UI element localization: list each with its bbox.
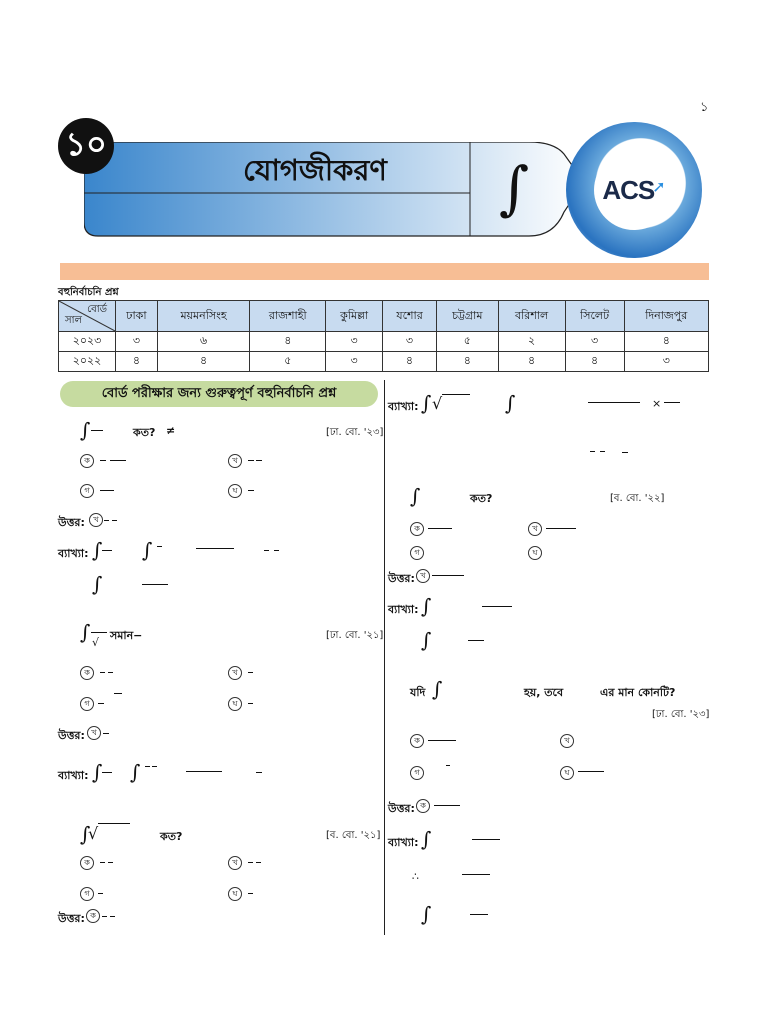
explanation-label: ব্যাখ্যা: bbox=[388, 400, 419, 413]
answer-marker bbox=[416, 569, 434, 583]
fraction-bar bbox=[196, 548, 234, 549]
option-marker: খ bbox=[560, 734, 574, 748]
fraction-bar bbox=[664, 402, 680, 403]
question-text: কত? bbox=[160, 830, 183, 843]
count-cell: ৬ bbox=[157, 332, 250, 352]
option-d[interactable] bbox=[528, 546, 546, 560]
count-cell: ৫ bbox=[250, 352, 326, 372]
count-cell: ৪ bbox=[565, 352, 624, 372]
question-text: হয়, তবে bbox=[524, 686, 564, 699]
option-marker: খ bbox=[228, 666, 242, 680]
acs-logo bbox=[594, 150, 674, 230]
math-dash bbox=[256, 862, 261, 863]
table-corner-cell bbox=[59, 301, 116, 332]
section-label: বহুনির্বাচনি প্রশ্ন bbox=[58, 287, 119, 298]
math-dash bbox=[248, 490, 254, 491]
option-marker: গ bbox=[80, 887, 94, 901]
fraction-bar bbox=[91, 632, 107, 633]
fraction-bar bbox=[100, 490, 114, 491]
col-header: বরিশাল bbox=[498, 301, 565, 332]
count-cell: ৩ bbox=[624, 352, 708, 372]
math-dash bbox=[446, 765, 450, 766]
option-c[interactable] bbox=[410, 766, 428, 780]
col-header: কুমিল্লা bbox=[326, 301, 383, 332]
math-dash bbox=[103, 733, 109, 734]
math-dash bbox=[110, 916, 115, 917]
logo-text: ACS bbox=[602, 174, 655, 205]
count-cell: ৫ bbox=[436, 332, 498, 352]
option-marker: ক bbox=[80, 856, 94, 870]
math-dash bbox=[157, 546, 162, 547]
arrow-up-right-icon: ➚ bbox=[652, 176, 666, 196]
therefore-symbol: ∴ bbox=[412, 870, 419, 883]
math-dash bbox=[274, 550, 279, 551]
math-dash bbox=[600, 451, 605, 452]
count-cell: ৩ bbox=[326, 332, 383, 352]
integral-icon: ∫ bbox=[421, 827, 432, 851]
fraction-bar bbox=[546, 528, 576, 529]
col-header: রাজশাহী bbox=[250, 301, 326, 332]
option-marker: গ bbox=[80, 484, 94, 498]
integral-icon: ∫ bbox=[80, 822, 91, 846]
option-c[interactable] bbox=[80, 697, 98, 711]
col-header: ময়মনসিংহ bbox=[157, 301, 250, 332]
fraction-bar bbox=[588, 402, 640, 403]
option-marker: ঘ bbox=[560, 766, 574, 780]
sqrt-bar bbox=[98, 823, 130, 824]
math-dash bbox=[256, 772, 262, 773]
integral-icon: ∫ bbox=[498, 154, 530, 222]
math-dash bbox=[622, 452, 628, 453]
answer-label: উত্তর: bbox=[58, 729, 85, 742]
integral-icon: ∫ bbox=[421, 391, 432, 415]
option-marker: ক bbox=[416, 799, 430, 813]
fraction-bar bbox=[102, 550, 112, 551]
count-cell: ৪ bbox=[436, 352, 498, 372]
answer-label: উত্তর: bbox=[58, 516, 85, 529]
chapter-number-badge: ১০ bbox=[58, 118, 114, 174]
col-header: সিলেট bbox=[565, 301, 624, 332]
math-dash bbox=[100, 672, 105, 673]
option-marker: ক bbox=[86, 909, 100, 923]
divider-bar bbox=[60, 263, 709, 280]
explanation-label: ব্যাখ্যা: bbox=[58, 769, 89, 782]
integral-icon: ∫ bbox=[80, 620, 91, 644]
math-dash bbox=[108, 672, 113, 673]
integral-icon: ∫ bbox=[432, 677, 443, 701]
sqrt-bar bbox=[442, 394, 470, 395]
not-equal-symbol: ≠ bbox=[166, 424, 176, 437]
explanation-label: ব্যাখ্যা: bbox=[58, 547, 89, 560]
option-a[interactable] bbox=[410, 522, 428, 536]
option-d[interactable] bbox=[228, 697, 246, 711]
col-header: যশোর bbox=[383, 301, 437, 332]
question-text: কত? bbox=[470, 492, 493, 505]
count-cell: ৪ bbox=[116, 352, 158, 372]
count-cell: ৪ bbox=[624, 332, 708, 352]
option-d[interactable] bbox=[228, 484, 246, 498]
option-marker: খ bbox=[87, 726, 101, 740]
count-cell: ২ bbox=[498, 332, 565, 352]
math-dash bbox=[248, 862, 253, 863]
board-question-table bbox=[58, 300, 709, 372]
math-dash bbox=[264, 550, 269, 551]
option-marker: ঘ bbox=[528, 546, 542, 560]
fraction-bar bbox=[428, 740, 456, 741]
count-cell: ৩ bbox=[565, 332, 624, 352]
option-marker: গ bbox=[80, 697, 94, 711]
fraction-bar bbox=[462, 874, 490, 875]
integral-icon: ∫ bbox=[92, 538, 103, 562]
option-marker: ঘ bbox=[228, 484, 242, 498]
option-a[interactable] bbox=[80, 454, 98, 468]
times-symbol: × bbox=[652, 397, 662, 410]
board-reference: [ঢা. বো. '২১] bbox=[326, 630, 384, 641]
table-row bbox=[59, 332, 709, 352]
answer-label: উত্তর: bbox=[58, 912, 85, 925]
fraction-bar bbox=[434, 805, 460, 806]
integral-icon: ∫ bbox=[92, 760, 103, 784]
col-header: ঢাকা bbox=[116, 301, 158, 332]
question-text: সমান− bbox=[110, 629, 143, 642]
math-dash bbox=[104, 520, 109, 521]
fraction-bar bbox=[186, 771, 222, 772]
section-heading: বোর্ড পরীক্ষার জন্য গুরুত্বপূর্ণ বহুনির্বাচনি প্রশ্ন bbox=[60, 381, 378, 407]
year-cell: ২০২৩ bbox=[59, 332, 116, 352]
option-b[interactable] bbox=[560, 734, 578, 748]
fraction-bar bbox=[472, 839, 500, 840]
year-cell: ২০২২ bbox=[59, 352, 116, 372]
option-marker: ঘ bbox=[228, 887, 242, 901]
option-d[interactable] bbox=[560, 766, 578, 780]
integral-icon: ∫ bbox=[421, 628, 432, 652]
answer-label: উত্তর: bbox=[388, 802, 415, 815]
count-cell: ৪ bbox=[498, 352, 565, 372]
option-marker: ক bbox=[80, 454, 94, 468]
column-divider bbox=[384, 380, 385, 935]
count-cell: ৪ bbox=[250, 332, 326, 352]
math-dash bbox=[152, 766, 157, 767]
math-dash bbox=[102, 916, 107, 917]
option-marker: খ bbox=[228, 454, 242, 468]
chapter-title: যোগজীকরণ bbox=[243, 153, 387, 187]
board-reference: [ঢা. বো. '২৩] bbox=[652, 709, 710, 720]
option-marker: খ bbox=[528, 522, 542, 536]
option-marker: ক bbox=[410, 734, 424, 748]
explanation-label: ব্যাখ্যা: bbox=[388, 836, 419, 849]
math-dash bbox=[112, 520, 117, 521]
count-cell: ৪ bbox=[157, 352, 250, 372]
board-reference: [ব. বো. '২২] bbox=[610, 493, 665, 504]
sqrt-symbol: √ bbox=[88, 824, 99, 843]
math-dash bbox=[100, 460, 106, 461]
explanation-label: ব্যাখ্যা: bbox=[388, 603, 419, 616]
option-marker: গ bbox=[410, 546, 424, 560]
option-marker: ঘ bbox=[228, 697, 242, 711]
fraction-bar bbox=[142, 584, 168, 585]
count-cell: ৩ bbox=[116, 332, 158, 352]
integral-icon: ∫ bbox=[142, 538, 153, 562]
sqrt-symbol: √ bbox=[432, 394, 443, 413]
fraction-bar bbox=[470, 914, 488, 915]
integral-icon: ∫ bbox=[421, 594, 432, 618]
math-dash bbox=[108, 862, 113, 863]
board-reference: [ব. বো. '২১] bbox=[326, 830, 381, 841]
math-dash bbox=[248, 703, 253, 704]
math-dash bbox=[248, 893, 253, 894]
fraction-bar bbox=[578, 771, 604, 772]
option-marker: ক bbox=[80, 666, 94, 680]
corner-year-label: সাল bbox=[65, 315, 82, 326]
fraction-bar bbox=[428, 528, 452, 529]
count-cell: ৩ bbox=[326, 352, 383, 372]
question-text: কত? bbox=[133, 426, 156, 439]
fraction-bar bbox=[432, 575, 464, 576]
fraction-bar bbox=[102, 772, 112, 773]
option-marker: খ bbox=[416, 569, 430, 583]
board-reference: [ঢা. বো. '২৩] bbox=[326, 427, 384, 438]
integral-icon: ∫ bbox=[80, 418, 91, 442]
integral-icon: ∫ bbox=[421, 902, 432, 926]
option-b[interactable] bbox=[528, 522, 546, 536]
fraction-bar bbox=[482, 606, 512, 607]
col-header: চট্টগ্রাম bbox=[436, 301, 498, 332]
fraction-bar bbox=[110, 460, 126, 461]
option-marker: খ bbox=[228, 856, 242, 870]
answer-marker bbox=[416, 799, 434, 813]
option-marker: খ bbox=[89, 513, 103, 527]
corner-board-label: বোর্ড bbox=[87, 304, 107, 315]
math-dash bbox=[98, 893, 103, 894]
integral-icon: ∫ bbox=[410, 484, 421, 508]
integral-icon: ∫ bbox=[92, 572, 103, 596]
table-row bbox=[59, 352, 709, 372]
math-dash bbox=[590, 451, 595, 452]
option-marker: গ bbox=[410, 766, 424, 780]
answer-label: উত্তর: bbox=[388, 572, 415, 585]
integral-icon: ∫ bbox=[505, 391, 516, 415]
sqrt-symbol: √ bbox=[92, 636, 100, 649]
math-dash bbox=[98, 703, 104, 704]
count-cell: ৩ bbox=[383, 332, 437, 352]
math-dash bbox=[100, 862, 105, 863]
option-marker: ক bbox=[410, 522, 424, 536]
option-b[interactable] bbox=[228, 856, 246, 870]
math-dash bbox=[248, 672, 253, 673]
option-a[interactable] bbox=[80, 856, 98, 870]
col-header: দিনাজপুর bbox=[624, 301, 708, 332]
option-a[interactable] bbox=[80, 666, 98, 680]
option-d[interactable] bbox=[228, 887, 246, 901]
question-text: যদি bbox=[410, 686, 426, 699]
option-c[interactable] bbox=[80, 887, 98, 901]
integral-icon: ∫ bbox=[130, 760, 141, 784]
count-cell: ৪ bbox=[383, 352, 437, 372]
option-c[interactable] bbox=[80, 484, 98, 498]
fraction-bar bbox=[91, 430, 103, 431]
math-dash bbox=[145, 766, 150, 767]
fraction-bar bbox=[114, 693, 122, 694]
option-b[interactable] bbox=[228, 666, 246, 680]
fraction-bar bbox=[468, 640, 484, 641]
page-number: ১ bbox=[700, 100, 709, 115]
math-dash bbox=[248, 460, 254, 461]
option-c[interactable] bbox=[410, 546, 428, 560]
math-dash bbox=[256, 460, 262, 461]
question-text: এর মান কোনটি? bbox=[600, 686, 676, 699]
option-b[interactable] bbox=[228, 454, 246, 468]
option-a[interactable] bbox=[410, 734, 428, 748]
